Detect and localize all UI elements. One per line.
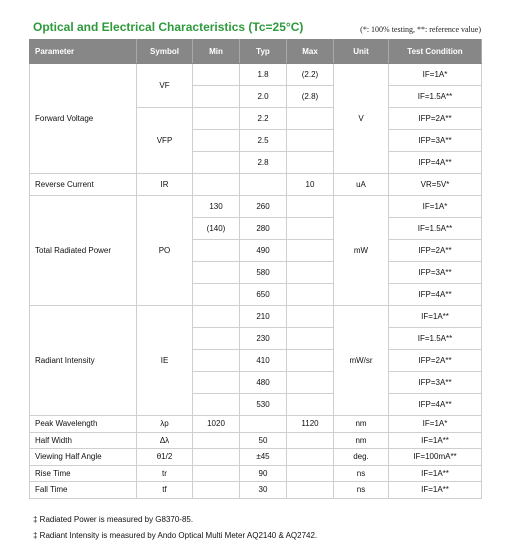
min-cell	[193, 432, 240, 449]
min-cell: 130	[193, 196, 240, 218]
unit-forward-voltage: V	[334, 64, 389, 174]
typ-cell: 2.8	[240, 152, 287, 174]
max-cell	[287, 350, 334, 372]
max-cell	[287, 130, 334, 152]
header-parameter: Parameter	[30, 40, 137, 64]
max-cell	[287, 482, 334, 499]
max-cell	[287, 372, 334, 394]
condition-cell: IFP=3A**	[389, 262, 482, 284]
section-title: Optical and Electrical Characteristics (Tc=25°C)	[33, 20, 304, 34]
max-cell: 10	[287, 174, 334, 196]
min-cell	[193, 284, 240, 306]
typ-cell: 650	[240, 284, 287, 306]
table-row	[30, 416, 482, 433]
condition-cell: IFP=4A**	[389, 152, 482, 174]
param-forward-voltage: Forward Voltage	[30, 64, 137, 174]
condition-cell: IFP=3A**	[389, 372, 482, 394]
symbol-cell: λp	[137, 416, 193, 433]
unit-cell: uA	[334, 174, 389, 196]
min-cell	[193, 240, 240, 262]
table-row	[30, 174, 482, 196]
typ-cell: 2.5	[240, 130, 287, 152]
max-cell	[287, 465, 334, 482]
typ-cell: 90	[240, 465, 287, 482]
typ-cell: 280	[240, 218, 287, 240]
condition-cell: IFP=3A**	[389, 130, 482, 152]
max-cell: 1120	[287, 416, 334, 433]
min-cell	[193, 108, 240, 130]
param-total-radiated-power: Total Radiated Power	[30, 196, 137, 306]
condition-cell: IFP=2A**	[389, 350, 482, 372]
condition-cell: IFP=2A**	[389, 240, 482, 262]
symbol-cell: Δλ	[137, 432, 193, 449]
typ-cell: 50	[240, 432, 287, 449]
footnote-radiant-intensity: ‡ Radiant Intensity is measured by Ando Optical Multi Meter AQ2140 & AQ2742.	[33, 531, 318, 540]
min-cell	[193, 372, 240, 394]
condition-cell: IF=1.5A**	[389, 86, 482, 108]
symbol-cell: θ1/2	[137, 449, 193, 466]
min-cell	[193, 262, 240, 284]
typ-cell: 480	[240, 372, 287, 394]
param-half-width: Half Width	[30, 432, 137, 449]
header-max: Max	[287, 40, 334, 64]
max-cell	[287, 262, 334, 284]
condition-cell: IF=1A*	[389, 64, 482, 86]
typ-cell: 410	[240, 350, 287, 372]
unit-cell: nm	[334, 416, 389, 433]
max-cell	[287, 152, 334, 174]
min-cell	[193, 328, 240, 350]
condition-cell: IF=1A**	[389, 465, 482, 482]
testing-note: (*: 100% testing, **: reference value)	[360, 25, 481, 34]
typ-cell: 30	[240, 482, 287, 499]
min-cell: 1020	[193, 416, 240, 433]
max-cell	[287, 108, 334, 130]
max-cell	[287, 306, 334, 328]
header-unit: Unit	[334, 40, 389, 64]
symbol-cell: tr	[137, 465, 193, 482]
condition-cell: IF=1A**	[389, 482, 482, 499]
header-test-condition: Test Condition	[389, 40, 482, 64]
unit-radiant-intensity: mW/sr	[334, 306, 389, 416]
condition-cell: IF=1A*	[389, 196, 482, 218]
max-cell	[287, 432, 334, 449]
condition-cell: IFP=4A**	[389, 394, 482, 416]
table-row	[30, 465, 482, 482]
max-cell	[287, 394, 334, 416]
typ-cell: 580	[240, 262, 287, 284]
typ-cell: 230	[240, 328, 287, 350]
max-cell: (2.2)	[287, 64, 334, 86]
min-cell: (140)	[193, 218, 240, 240]
typ-cell: 260	[240, 196, 287, 218]
table-row	[30, 306, 482, 328]
unit-cell: deg.	[334, 449, 389, 466]
max-cell	[287, 218, 334, 240]
max-cell	[287, 240, 334, 262]
symbol-ie: IE	[137, 306, 193, 416]
symbol-po: PO	[137, 196, 193, 306]
min-cell	[193, 174, 240, 196]
param-rise-time: Rise Time	[30, 465, 137, 482]
condition-cell: IF=1.5A**	[389, 328, 482, 350]
typ-cell	[240, 416, 287, 433]
table-row	[30, 64, 482, 86]
condition-cell: IFP=4A**	[389, 284, 482, 306]
header-min: Min	[193, 40, 240, 64]
max-cell	[287, 449, 334, 466]
min-cell	[193, 86, 240, 108]
condition-cell: VR=5V*	[389, 174, 482, 196]
param-reverse-current: Reverse Current	[30, 174, 137, 196]
unit-total-radiated-power: mW	[334, 196, 389, 306]
typ-cell: 490	[240, 240, 287, 262]
footnote-radiated-power: ‡ Radiated Power is measured by G8370-85.	[33, 515, 194, 524]
param-fall-time: Fall Time	[30, 482, 137, 499]
symbol-vf: VF	[137, 64, 193, 108]
max-cell	[287, 328, 334, 350]
max-cell	[287, 284, 334, 306]
max-cell	[287, 196, 334, 218]
max-cell: (2.8)	[287, 86, 334, 108]
min-cell	[193, 350, 240, 372]
symbol-cell: tf	[137, 482, 193, 499]
condition-cell: IF=100mA**	[389, 449, 482, 466]
typ-cell: 2.0	[240, 86, 287, 108]
table-row	[30, 449, 482, 466]
min-cell	[193, 449, 240, 466]
header-symbol: Symbol	[137, 40, 193, 64]
symbol-vfp: VFP	[137, 108, 193, 174]
symbol-cell: IR	[137, 174, 193, 196]
min-cell	[193, 482, 240, 499]
typ-cell: 2.2	[240, 108, 287, 130]
typ-cell: ±45	[240, 449, 287, 466]
min-cell	[193, 152, 240, 174]
condition-cell: IFP=2A**	[389, 108, 482, 130]
table-header-row	[30, 40, 482, 64]
condition-cell: IF=1A*	[389, 416, 482, 433]
param-viewing-half-angle: Viewing Half Angle	[30, 449, 137, 466]
min-cell	[193, 64, 240, 86]
typ-cell: 530	[240, 394, 287, 416]
unit-cell: ns	[334, 465, 389, 482]
param-peak-wavelength: Peak Wavelength	[30, 416, 137, 433]
min-cell	[193, 394, 240, 416]
typ-cell	[240, 174, 287, 196]
min-cell	[193, 465, 240, 482]
characteristics-table	[29, 39, 482, 499]
condition-cell: IF=1A**	[389, 432, 482, 449]
unit-cell: ns	[334, 482, 389, 499]
min-cell	[193, 306, 240, 328]
min-cell	[193, 130, 240, 152]
typ-cell: 1.8	[240, 64, 287, 86]
table-row	[30, 432, 482, 449]
table-row	[30, 196, 482, 218]
unit-cell: nm	[334, 432, 389, 449]
condition-cell: IF=1.5A**	[389, 218, 482, 240]
typ-cell: 210	[240, 306, 287, 328]
condition-cell: IF=1A**	[389, 306, 482, 328]
param-radiant-intensity: Radiant Intensity	[30, 306, 137, 416]
table-row	[30, 482, 482, 499]
header-typ: Typ	[240, 40, 287, 64]
